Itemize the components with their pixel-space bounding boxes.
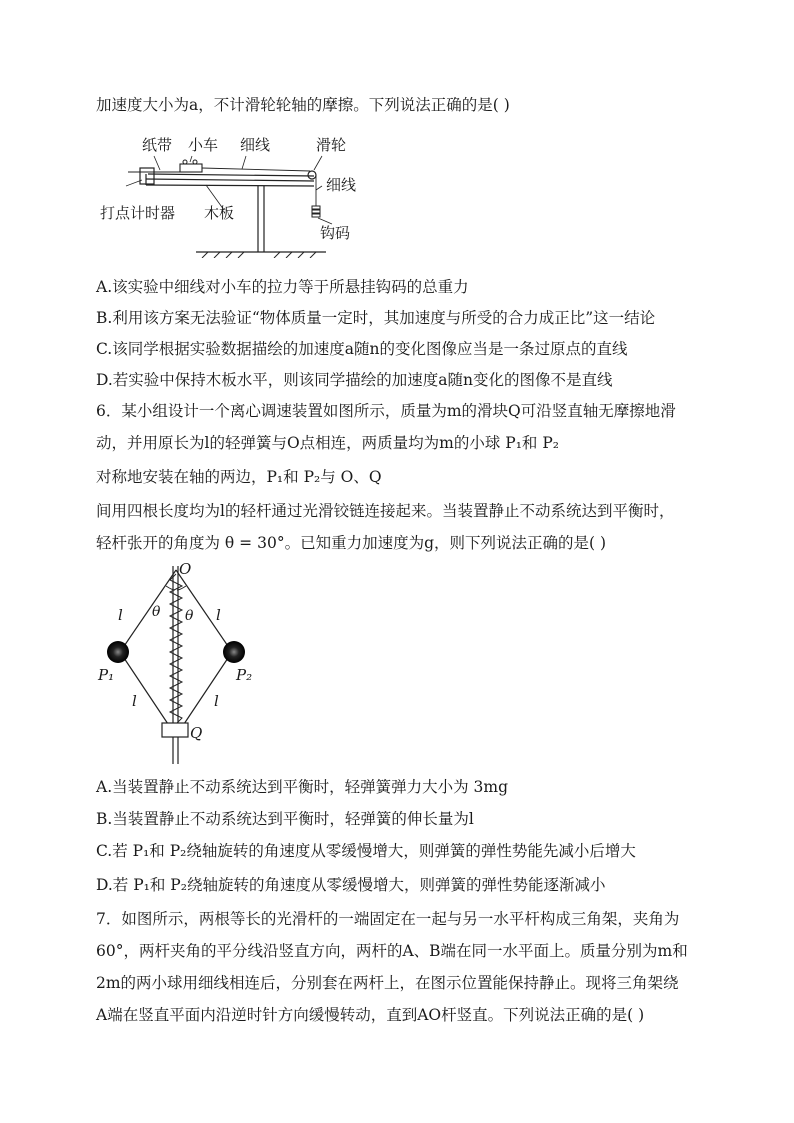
board-bottom-edge	[146, 185, 314, 186]
board-mid-edge	[146, 179, 314, 181]
label-board: 木板	[204, 204, 235, 222]
q6-option-c: C.若 P₁和 P₂绕轴旋转的角速度从零缓慢增大，则弹簧的弹性势能先减小后增大	[96, 842, 636, 860]
label-p2: P₂	[236, 666, 253, 684]
q5-option-c: C.该同学根据实验数据描绘的加速度a随n的变化图像应当是一条过原点的直线	[96, 340, 628, 358]
q5-option-b: B.利用该方案无法验证“物体质量一定时，其加速度与所受的合力成正比”这一结论	[96, 309, 656, 327]
q7-stem-line3: 2m的两小球用细线相连后，分别套在两杆上，在图示位置能保持静止。现将三角架绕	[96, 974, 679, 992]
theta-arc-left	[166, 586, 175, 590]
governor-figure	[96, 560, 276, 766]
q5-intro: 加速度大小为a，不计滑轮轮轴的摩擦。下列说法正确的是( )	[96, 96, 510, 114]
label-theta-left: θ	[152, 604, 161, 620]
label-l-lower-right: l	[214, 692, 219, 710]
label-l-lower-left: l	[132, 692, 137, 710]
label-string-top: 细线	[240, 136, 271, 154]
label-l-upper-left: l	[118, 606, 123, 624]
board-top-edge	[148, 174, 314, 176]
string-horizontal	[202, 168, 310, 171]
label-hooks: 钩码	[320, 224, 351, 242]
q5-option-d: D.若实验中保持木板水平，则该同学描绘的加速度a随n变化的图像不是直线	[96, 371, 613, 389]
cart	[180, 164, 202, 172]
q7-stem-line4: A端在竖直平面内沿逆时针方向缓慢转动，直到AO杆竖直。下列说法正确的是( )	[96, 1006, 645, 1024]
ball-p1	[107, 641, 129, 663]
q5-option-a: A.该实验中细线对小车的拉力等于所悬挂钩码的总重力	[96, 278, 469, 296]
rod-p1-q	[120, 652, 168, 724]
q6-stem-line2: 动，并用原长为l的轻弹簧与O点相连，两质量均为m的小球 P₁和 P₂	[96, 434, 560, 452]
label-pulley: 滑轮	[316, 136, 347, 154]
label-string-side: 细线	[326, 176, 357, 194]
q6-option-a: A.当装置静止不动系统达到平衡时，轻弹簧弹力大小为 3mg	[96, 778, 509, 796]
q7-stem-line2: 60°，两杆夹角的平分线沿竖直方向，两杆的A、B端在同一水平面上。质量分别为m和	[96, 942, 688, 960]
timer-block	[140, 168, 154, 184]
label-tape: 纸带	[142, 136, 173, 154]
label-o: O	[179, 560, 192, 578]
spring	[170, 574, 182, 724]
hooked-mass	[312, 206, 320, 209]
label-q: Q	[190, 724, 203, 742]
q7-stem-line1: 7．如图所示，两根等长的光滑杆的一端固定在一起与另一水平杆构成三角架，夹角为	[96, 910, 680, 928]
label-timer: 打点计时器	[100, 204, 176, 222]
q6-option-b: B.当装置静止不动系统达到平衡时，轻弹簧的伸长量为l	[96, 810, 474, 828]
slider-q	[162, 723, 188, 737]
cart-board-figure	[96, 128, 376, 258]
label-cart: 小车	[188, 136, 219, 154]
rod-o-p1	[120, 570, 176, 652]
label-p1: P₁	[98, 666, 115, 684]
label-l-upper-right: l	[216, 606, 221, 624]
q6-stem-line1: 6．某小组设计一个离心调速装置如图所示，质量为m的滑块Q可沿竖直轴无摩擦地滑	[96, 402, 676, 420]
label-theta-right: θ	[185, 608, 194, 624]
pulley	[308, 171, 316, 179]
rod-p2-q	[184, 652, 232, 724]
q6-stem-line3: 对称地安装在轴的两边，P₁和 P₂与 O、Q	[96, 468, 382, 486]
q6-stem-line5: 轻杆张开的角度为 θ = 30°。已知重力加速度为g，则下列说法正确的是( )	[96, 534, 607, 552]
q6-option-d: D.若 P₁和 P₂绕轴旋转的角速度从零缓慢增大，则弹簧的弹性势能逐渐减小	[96, 876, 606, 894]
q6-stem-line4: 间用四根长度均为l的轻杆通过光滑铰链连接起来。当装置静止不动系统达到平衡时，	[96, 502, 675, 520]
ball-p2	[223, 641, 245, 663]
